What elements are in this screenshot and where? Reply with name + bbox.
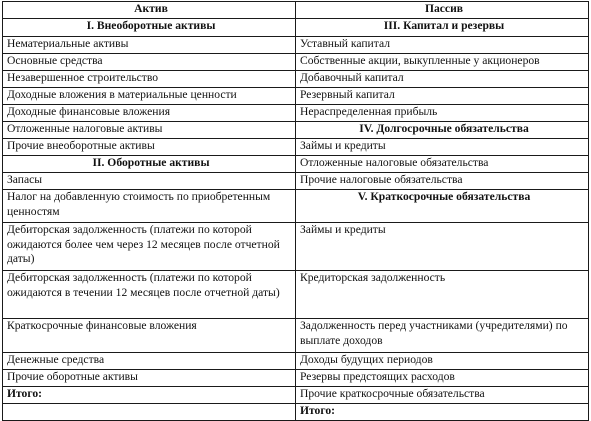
table-row	[3, 71, 589, 88]
asset-cell: Прочие внеоборотные активы	[3, 139, 296, 156]
table-row	[3, 370, 589, 387]
liability-total-label: Итого:	[296, 404, 589, 421]
liability-cell: Резервы предстоящих расходов	[296, 370, 589, 387]
table-row	[3, 223, 589, 271]
section-capital-reserves: III. Капитал и резервы	[296, 19, 589, 37]
table-row	[3, 19, 589, 37]
asset-cell: Незавершенное строительство	[3, 71, 296, 88]
section-current-assets: II. Оборотные активы	[3, 156, 296, 173]
table-header-row	[3, 2, 589, 19]
asset-total-label: Итого:	[3, 387, 296, 404]
section-longterm-liabilities: IV. Долгосрочные обязательства	[296, 122, 589, 139]
asset-cell: Денежные средства	[3, 353, 296, 370]
table-row	[3, 353, 589, 370]
liability-cell: Займы и кредиты	[296, 223, 589, 271]
asset-cell: Доходные финансовые вложения	[3, 105, 296, 122]
table-row	[3, 173, 589, 190]
balance-sheet-table	[2, 1, 589, 421]
asset-cell: Доходные вложения в материальные ценности	[3, 88, 296, 105]
liability-cell: Прочие краткосрочные обязательства	[296, 387, 589, 404]
asset-cell: Прочие оборотные активы	[3, 370, 296, 387]
table-row	[3, 122, 589, 139]
liability-cell: Собственные акции, выкупленные у акционеров	[296, 54, 589, 71]
liability-cell: Прочие налоговые обязательства	[296, 173, 589, 190]
asset-cell: Нематериальные активы	[3, 37, 296, 54]
section-shortterm-liabilities: V. Краткосрочные обязательства	[296, 190, 589, 223]
liability-cell: Резервный капитал	[296, 88, 589, 105]
asset-cell: Налог на добавленную стоимость по приобретенным ценностям	[3, 190, 296, 223]
table-row	[3, 319, 589, 353]
table-row	[3, 387, 589, 404]
asset-cell: Дебиторская задолженность (платежи по которой ожидаются более чем через 12 месяцев после отчетной даты)	[3, 223, 296, 271]
liability-cell: Займы и кредиты	[296, 139, 589, 156]
table-row	[3, 139, 589, 156]
asset-cell	[3, 404, 296, 421]
asset-cell: Основные средства	[3, 54, 296, 71]
liability-cell: Отложенные налоговые обязательства	[296, 156, 589, 173]
asset-cell: Краткосрочные финансовые вложения	[3, 319, 296, 353]
asset-cell: Дебиторская задолженность (платежи по которой ожидаются в течении 12 месяцев после отчетной даты)	[3, 271, 296, 319]
table-row	[3, 105, 589, 122]
liability-cell: Доходы будущих периодов	[296, 353, 589, 370]
table-row	[3, 37, 589, 54]
table-row	[3, 190, 589, 223]
liability-cell: Нераспределенная прибыль	[296, 105, 589, 122]
asset-column-header: Актив	[3, 2, 296, 19]
section-noncurrent-assets: I. Внеоборотные активы	[3, 19, 296, 37]
table-row	[3, 271, 589, 319]
liability-cell: Задолженность перед участниками (учредителями) по выплате доходов	[296, 319, 589, 353]
table-row	[3, 88, 589, 105]
asset-cell: Отложенные налоговые активы	[3, 122, 296, 139]
table-row	[3, 156, 589, 173]
liability-cell: Кредиторская задолженность	[296, 271, 589, 319]
asset-cell: Запасы	[3, 173, 296, 190]
table-row	[3, 404, 589, 421]
liability-cell: Добавочный капитал	[296, 71, 589, 88]
table-row	[3, 54, 589, 71]
liability-column-header: Пассив	[296, 2, 589, 19]
liability-cell: Уставный капитал	[296, 37, 589, 54]
